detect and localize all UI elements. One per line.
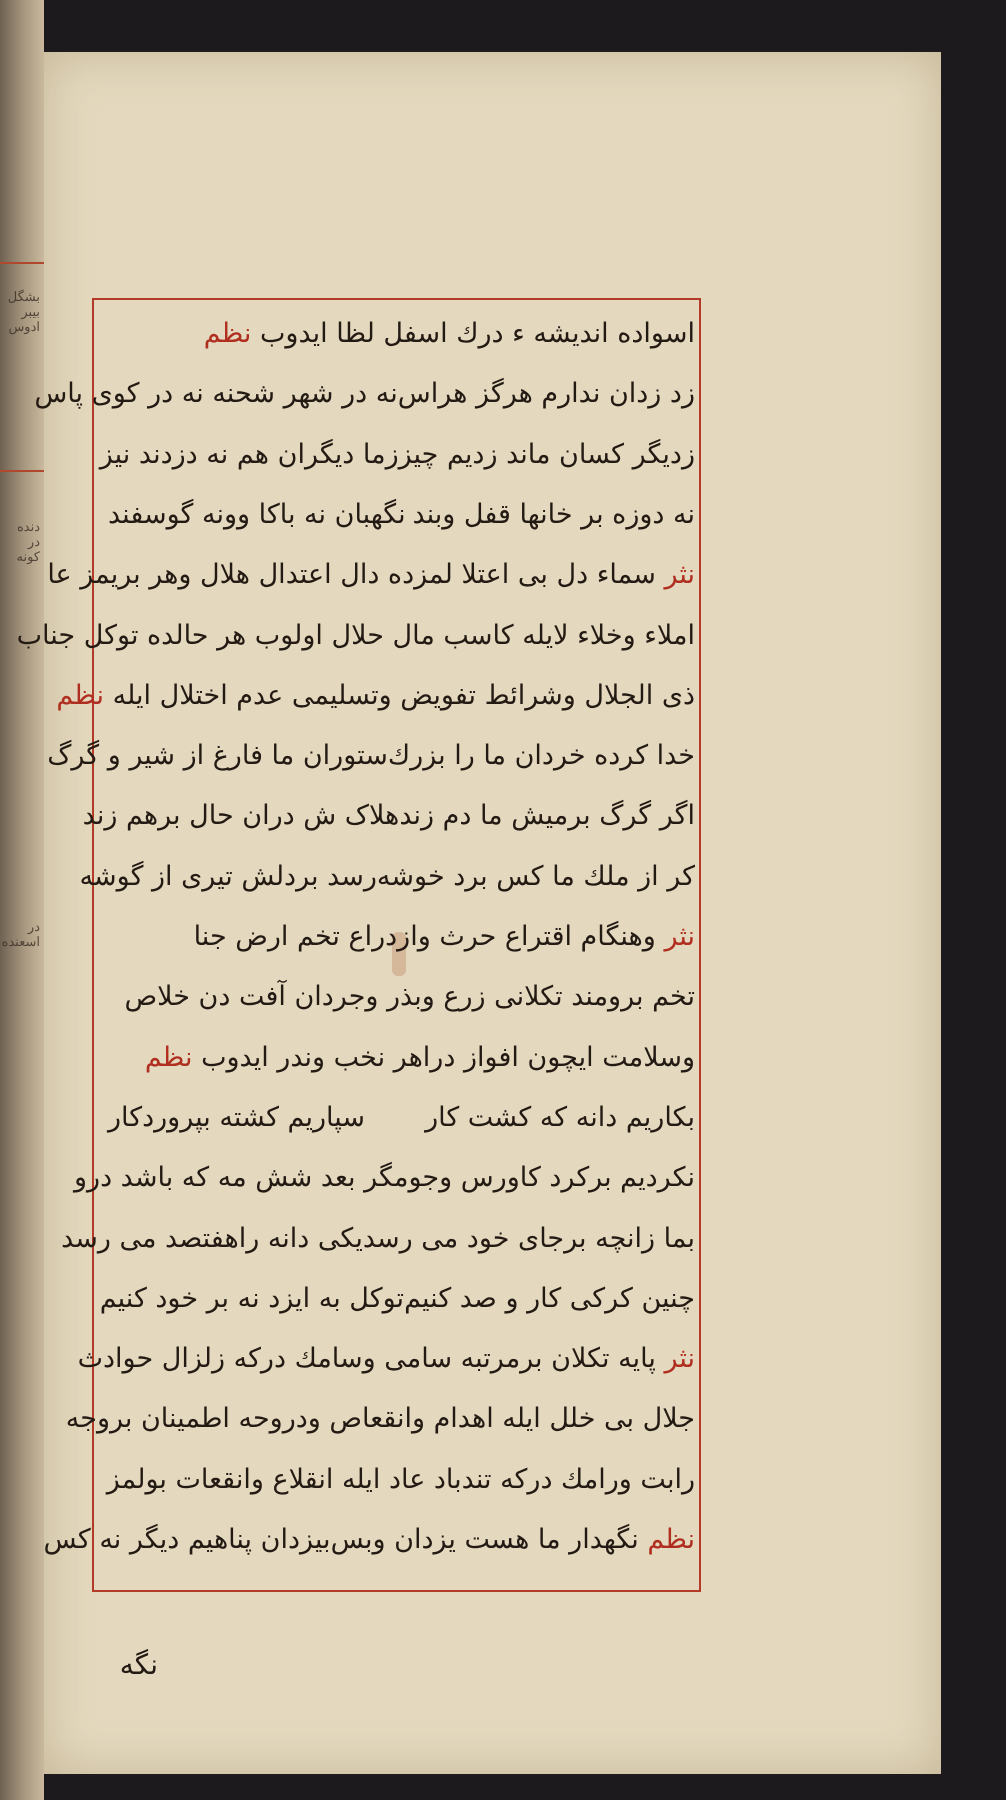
verse-line <box>108 1092 695 1144</box>
previous-leaf-scribble: دنده در کونه <box>16 520 40 565</box>
rubric-marker: نظم <box>203 318 252 349</box>
prose-text: پایه تکلان برمرتبه سامی وسامك درکه زلزال حوادث <box>77 1343 656 1374</box>
prose-line <box>77 1333 695 1385</box>
hemistich-text: چنین کرکی کار و صد کنیم <box>404 1283 695 1314</box>
prose-text: جلال بی خلل ایله اهدام وانقعاص ودروحه اطمینان بروجه <box>65 1403 695 1434</box>
verse-line <box>79 851 695 903</box>
prose-line <box>108 911 695 963</box>
rubric-marker: نظم <box>56 680 105 711</box>
previous-leaf-scribble: در اسعنده <box>1 920 40 950</box>
hemistich-text: نه دوزه بر خانها قفل وبند <box>412 499 695 530</box>
prose-line <box>108 308 695 360</box>
hemistich-right <box>412 489 695 541</box>
prose-text: وسلامت ایچون افواز دراهر نخب وندر ایدوب <box>201 1042 695 1073</box>
previous-leaf-rule <box>0 262 44 264</box>
hemistich-right <box>408 1152 695 1204</box>
hemistich-right <box>363 1213 695 1265</box>
previous-leaf-scribble: بشگل بیبر ادوس <box>7 290 40 335</box>
hemistich-text: نگهدار ما هست یزدان وبس <box>330 1524 639 1555</box>
hemistich-left: بیزدان پناهیم دیگر نه کس <box>43 1524 331 1555</box>
prose-line <box>16 610 695 662</box>
hemistich-left: هلاک ش دران حال برهم زند <box>82 800 400 831</box>
hemistich-right <box>398 368 695 420</box>
hemistich-right <box>399 429 695 481</box>
prose-text: رابت ورامك درکه تندباد عاد ایله انقلاع وانقعات بولمز <box>106 1464 695 1495</box>
verse-line <box>43 1514 695 1566</box>
hemistich-right <box>331 1514 695 1566</box>
rubric-marker: نثر <box>664 1343 695 1374</box>
verse-line <box>99 429 695 481</box>
hemistich-left: مگر بعد شش مه که باشد درو <box>74 1162 409 1193</box>
verse-line <box>47 730 695 782</box>
catchword: نگه <box>119 1648 158 1681</box>
prose-line <box>56 670 695 722</box>
prose-text: وهنگام اقتراع حرث وازدراع تخم ارض جنا <box>193 921 656 952</box>
hemistich-text: کر از ملك ما کس برد خوشه <box>376 861 695 892</box>
verse-line <box>108 489 695 541</box>
prose-text: ذی الجلال وشرائط تفویض وتسلیمی عدم اختلال ایله <box>112 680 695 711</box>
hemistich-text: زدیگر کسان ماند زدیم چیز <box>398 439 695 470</box>
hemistich-left: نگهبان نه باکا وونه گوسفند <box>108 499 406 530</box>
hemistich-text: نکردیم برکرد کاورس وجو <box>408 1162 695 1193</box>
hemistich-text: زد زدان ندارم هرگز هراس <box>397 378 695 409</box>
rubric-marker: نثر <box>664 559 695 590</box>
hemistich-left: رسد بردلش تیری از گوشه <box>79 861 377 892</box>
prose-text: اسواده اندیشه ء درك اسفل لظا ایدوب <box>260 318 695 349</box>
hemistich-right <box>404 1273 695 1325</box>
prose-text: تخم برومند تکلانی زرع وبذر وجردان آفت دن خلاص <box>124 981 695 1012</box>
hemistich-left: توکل به ایزد نه بر خود کنیم <box>99 1283 405 1314</box>
hemistich-right <box>377 851 695 903</box>
previous-leaf-edge <box>0 0 44 1800</box>
prose-line <box>108 971 695 1023</box>
rubric-marker: نظم <box>144 1042 193 1073</box>
rubric-marker: نثر <box>664 921 695 952</box>
prose-line <box>108 1454 695 1506</box>
hemistich-left: ستوران ما فارغ از شیر و گرگ <box>47 740 388 771</box>
prose-text: سماء دل بی اعتلا لمزده دال اعتدال هلال وهر بریمز عا <box>47 559 656 590</box>
verse-line <box>34 368 695 420</box>
verse-line <box>82 790 695 842</box>
verse-line <box>99 1273 695 1325</box>
previous-leaf-rule <box>0 470 44 472</box>
prose-line <box>65 1393 695 1445</box>
hemistich-text: اگر گرگ برمیش ما دم زند <box>399 800 695 831</box>
hemistich-text: خدا کرده خردان ما را بزرك <box>387 740 695 771</box>
prose-text: املاء وخلاء لایله کاسب مال حلال اولوب هر حالده توکل جناب <box>16 620 695 651</box>
hemistich-text: بکاریم دانه که کشت کار <box>425 1102 695 1133</box>
hemistich-left: یکی دانه راهفتصد می رسد <box>61 1223 363 1254</box>
hemistich-left: نه در شهر شحنه نه در کوی پاس <box>34 378 398 409</box>
rubric-marker: نظم <box>647 1524 695 1555</box>
prose-line <box>108 1032 695 1084</box>
verse-line <box>61 1213 695 1265</box>
verse-line <box>74 1152 695 1204</box>
prose-line <box>47 549 695 601</box>
hemistich-right <box>399 790 695 842</box>
hemistich-left: سپاریم کشته بپروردکار <box>108 1102 366 1133</box>
hemistich-text: بما زانچه برجای خود می رسد <box>362 1223 695 1254</box>
hemistich-right <box>425 1092 695 1144</box>
hemistich-left: زما دیگران هم نه دزدند نیز <box>99 439 399 470</box>
hemistich-right <box>388 730 695 782</box>
